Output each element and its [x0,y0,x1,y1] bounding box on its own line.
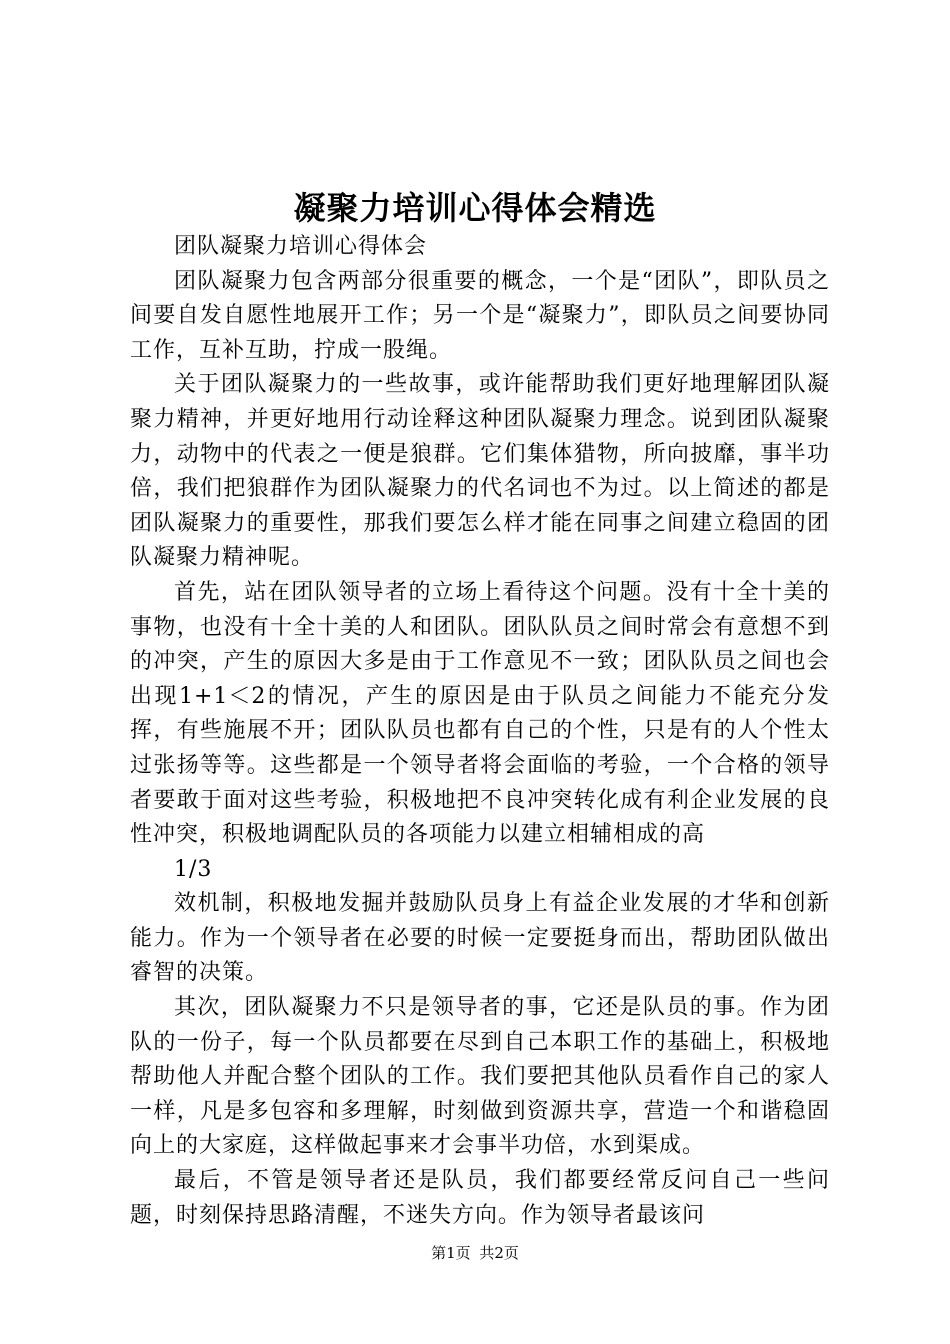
paragraph: 最后，不管是领导者还是队员，我们都要经常反问自己一些问题，时刻保持思路清醒，不迷失方向。作为领导者最该问 [130,1168,830,1228]
paragraph: 效机制，积极地发掘并鼓励队员身上有益企业发展的才华和创新能力。作为一个领导者在必要的时候一定要挺身而出，帮助团队做出睿智的决策。 [130,891,830,986]
paragraph: 团队凝聚力包含两部分很重要的概念，一个是“团队”，即队员之间要自发自愿性地展开工作；另一个是“凝聚力”，即队员之间要协同工作，互补互助，拧成一股绳。 [130,268,830,363]
page-total: 共2页 [479,1244,519,1262]
paragraph: 首先，站在团队领导者的立场上看待这个问题。没有十全十美的事物，也没有十全十美的人和团队。团队队员之间时常会有意想不到的冲突，产生的原因大多是由于工作意见不一致；团队队员之间也会出现1+1＜2的情况，产生的原因是由于队员之间能力不能充分发挥，有些施展不开；团队队员也都有自己的个性，只是有的人个性太过张扬等等。这些都是一个领导者将会面临的考验，一个合格的领导者要敢于面对这些考验，积极地把不良冲突转化成有利企业发展的良性冲突，积极地调配队员的各项能力以建立相辅相成的高 [130,579,830,848]
paragraph: 关于团队凝聚力的一些故事，或许能帮助我们更好地理解团队凝聚力精神，并更好地用行动诠释这种团队凝聚力理念。说到团队凝聚力，动物中的代表之一便是狼群。它们集体猎物，所向披靡，事半功倍，我们把狼群作为团队凝聚力的代名词也不为过。以上简述的都是团队凝聚力的重要性，那我们要怎么样才能在同事之间建立稳固的团队凝聚力精神呢。 [130,372,830,571]
paragraph: 其次，团队凝聚力不只是领导者的事，它还是队员的事。作为团队的一份子，每一个队员都要在尽到自己本职工作的基础上，积极地帮助他人并配合整个团队的工作。我们要把其他队员看作自己的家人一样，凡是多包容和多理解，时刻做到资源共享，营造一个和谐稳固向上的大家庭，这样做起事来才会事半功倍，水到渠成。 [130,995,830,1159]
paragraph-subtitle: 团队凝聚力培训心得体会 [174,234,428,259]
document-title: 凝聚力培训心得体会精选 [293,189,657,227]
document-body [130,230,830,1233]
page-footer [0,1243,950,1263]
inline-page-marker: 1/3 [174,856,213,882]
page-number: 第1页 [431,1244,471,1262]
